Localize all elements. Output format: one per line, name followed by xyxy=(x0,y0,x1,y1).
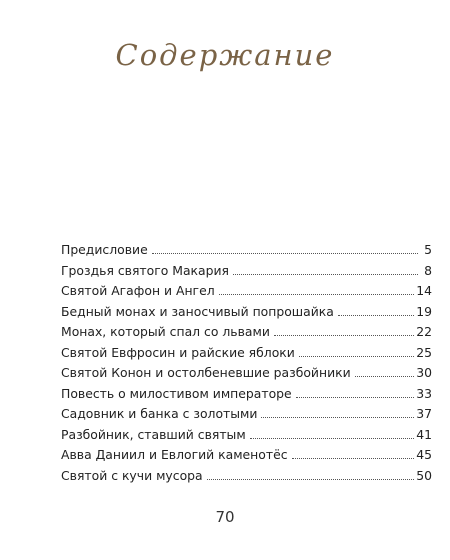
page-number: 70 xyxy=(215,508,235,526)
toc-entry[interactable] xyxy=(61,322,432,343)
toc-leader-dots xyxy=(207,479,415,480)
toc-entry-title: Предисловие xyxy=(61,242,148,257)
toc-entry[interactable] xyxy=(61,466,432,487)
page-title: Содержание xyxy=(115,38,335,72)
toc-leader-dots xyxy=(292,458,415,459)
toc-entry-page: 45 xyxy=(416,447,432,462)
toc-leader-dots xyxy=(261,417,414,418)
toc-entry-title: Авва Даниил и Евлогий каменотёс xyxy=(61,447,288,462)
toc-entry-title: Разбойник, ставший святым xyxy=(61,426,246,442)
toc-leader-dots xyxy=(152,253,418,254)
toc-entry-title: Святой Конон и остолбеневшие разбойники xyxy=(61,365,351,380)
toc-entry-title: Святой Евфросин и райские яблоки xyxy=(61,344,295,360)
toc-entry[interactable] xyxy=(61,240,432,261)
toc-entry-title: Монах, который спал со львами xyxy=(61,324,270,339)
toc-entry[interactable] xyxy=(61,445,432,466)
toc-leader-dots xyxy=(219,294,415,295)
toc-entry[interactable] xyxy=(61,384,432,405)
toc-entry-page: 19 xyxy=(416,303,432,319)
toc-entry[interactable] xyxy=(61,425,432,446)
toc-entry-title: Святой Агафон и Ангел xyxy=(61,283,215,298)
toc-leader-dots xyxy=(299,356,414,357)
toc-entry[interactable] xyxy=(61,343,432,364)
toc-entry[interactable] xyxy=(61,302,432,323)
toc-entry-title: Святой с кучи мусора xyxy=(61,467,203,483)
toc-entry[interactable] xyxy=(61,404,432,425)
table-of-contents xyxy=(61,240,432,486)
toc-entry-title: Бедный монах и заносчивый попрошайка xyxy=(61,303,334,319)
toc-entry[interactable] xyxy=(61,363,432,384)
toc-leader-dots xyxy=(233,274,418,275)
toc-entry-page: 25 xyxy=(416,344,432,360)
toc-entry-page: 50 xyxy=(416,467,432,483)
toc-leader-dots xyxy=(296,397,415,398)
toc-entry-page: 22 xyxy=(416,324,432,339)
toc-entry-page: 33 xyxy=(416,385,432,401)
toc-entry-page: 14 xyxy=(416,283,432,298)
toc-leader-dots xyxy=(274,335,414,336)
toc-entry-page: 37 xyxy=(416,406,432,421)
toc-entry-title: Повесть о милостивом императоре xyxy=(61,385,292,401)
toc-entry-page: 41 xyxy=(416,426,432,442)
toc-leader-dots xyxy=(338,315,414,316)
toc-entry-page: 5 xyxy=(424,242,432,257)
toc-entry-page: 30 xyxy=(416,365,432,380)
toc-entry[interactable] xyxy=(61,261,432,282)
toc-entry[interactable] xyxy=(61,281,432,302)
toc-entry-title: Садовник и банка с золотыми xyxy=(61,406,258,421)
toc-entry-page: 8 xyxy=(424,262,432,278)
toc-leader-dots xyxy=(355,376,415,377)
toc-entry-title: Гроздья святого Макария xyxy=(61,262,229,278)
toc-leader-dots xyxy=(250,438,415,439)
